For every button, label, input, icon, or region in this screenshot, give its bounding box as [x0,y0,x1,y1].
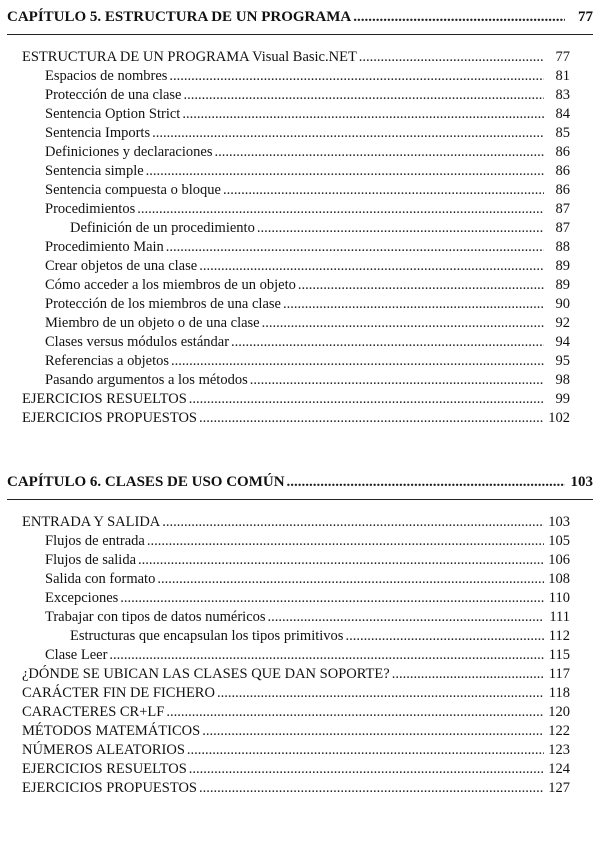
entry-page-number: 123 [548,742,570,758]
entry-title: Clases versus módulos estándar [45,334,230,350]
toc-entry [22,723,570,740]
entry-page-number: 110 [548,590,570,606]
entry-title: Procedimiento Main [45,239,164,255]
toc-entry [45,87,570,104]
toc-entry [45,315,570,332]
toc-entry [45,144,570,161]
entry-title: Flujos de salida [45,552,137,568]
entry-page-number: 99 [555,391,570,407]
dot-leader [189,391,544,408]
toc-entry [45,647,570,664]
entry-title: Pasando argumentos a los métodos [45,372,248,388]
toc-entry [45,201,570,218]
dot-leader [202,723,544,740]
toc-entry [45,258,570,275]
entry-page-number: 92 [555,315,570,331]
entry-page-number: 127 [548,780,570,796]
toc-entry [45,571,570,588]
dot-leader [166,704,544,721]
dot-leader [223,182,544,199]
toc-entry [22,761,570,778]
toc-entry [22,685,570,702]
dot-leader [109,647,544,664]
entry-page-number: 84 [555,106,570,122]
toc-entry [45,68,570,85]
toc-entry [45,106,570,123]
entry-title: Protección de los miembros de una clase [45,296,281,312]
dot-leader [268,609,544,626]
toc-entry [45,239,570,256]
dot-leader [169,68,544,85]
dot-leader [147,533,544,550]
toc-entry [22,49,570,66]
entry-page-number: 77 [555,49,570,65]
toc-entry [45,590,570,607]
dot-leader [250,372,544,389]
dot-leader [162,514,544,531]
entry-page-number: 111 [549,609,570,625]
toc-entry [22,391,570,408]
dot-leader [359,49,544,66]
entry-title: Definiciones y declaraciones [45,144,213,160]
entry-page-number: 124 [548,761,570,777]
dot-leader [199,258,544,275]
chapter-title: CAPÍTULO 5. ESTRUCTURA DE UN PROGRAMA [7,9,352,25]
entry-title: Cómo acceder a los miembros de un objeto [45,277,296,293]
dot-leader [283,296,544,313]
entry-page-number: 88 [555,239,570,255]
toc-entry [45,182,570,199]
toc-entry [22,666,570,683]
entry-title: Estructuras que encapsulan los tipos primitivos [70,628,344,644]
dot-leader [217,685,544,702]
entry-page-number: 89 [555,258,570,274]
dot-leader [189,761,544,778]
entry-page-number: 85 [555,125,570,141]
dot-leader [137,201,544,218]
dot-leader [298,277,544,294]
dot-leader [157,571,544,588]
dot-leader [152,125,544,142]
chapter-title: CAPÍTULO 6. CLASES DE USO COMÚN [7,474,285,490]
entry-title: CARÁCTER FIN DE FICHERO [22,685,215,701]
entry-title: Excepciones [45,590,119,606]
dot-leader [171,353,544,370]
entry-title: EJERCICIOS RESUELTOS [22,391,187,407]
entry-title: MÉTODOS MATEMÁTICOS [22,723,201,739]
toc-entry [45,296,570,313]
dot-leader [146,163,544,180]
entry-title: Flujos de entrada [45,533,145,549]
entry-page-number: 86 [555,182,570,198]
entry-title: Salida con formato [45,571,156,587]
toc-entry [45,163,570,180]
entry-title: Definición de un procedimiento [70,220,255,236]
dot-leader [231,334,544,351]
entry-title: ENTRADA Y SALIDA [22,514,161,530]
toc-entry [22,410,570,427]
dot-leader [214,144,544,161]
entry-page-number: 89 [555,277,570,293]
entry-page-number: 105 [548,533,570,549]
toc-entry [45,277,570,294]
entry-page-number: 102 [548,410,570,426]
entry-page-number: 81 [555,68,570,84]
entry-page-number: 108 [548,571,570,587]
toc-entry [45,372,570,389]
chapter-page-number: 77 [578,9,593,25]
dot-leader [182,106,544,123]
entry-title: ESTRUCTURA DE UN PROGRAMA Visual Basic.NET [22,49,357,65]
toc-entry [45,609,570,626]
entry-page-number: 103 [548,514,570,530]
chapter-heading [7,9,593,26]
toc-entry [45,353,570,370]
entry-title: Procedimientos [45,201,136,217]
entry-title: EJERCICIOS RESUELTOS [22,761,187,777]
dot-leader [183,87,544,104]
entry-title: Sentencia compuesta o bloque [45,182,221,198]
dot-leader [199,780,544,797]
entry-title: Referencias a objetos [45,353,170,369]
entry-page-number: 120 [548,704,570,720]
dot-leader [120,590,544,607]
entry-page-number: 122 [548,723,570,739]
toc-entry [22,704,570,721]
toc-entry [22,780,570,797]
entry-page-number: 86 [555,144,570,160]
entry-title: EJERCICIOS PROPUESTOS [22,410,197,426]
entry-title: Trabajar con tipos de datos numéricos [45,609,266,625]
entry-page-number: 95 [555,353,570,369]
toc-entry [70,220,570,237]
entry-title: Miembro de un objeto o de una clase [45,315,260,331]
entry-page-number: 106 [548,552,570,568]
entry-title: Crear objetos de una clase [45,258,198,274]
toc-entry [22,742,570,759]
entry-title: EJERCICIOS PROPUESTOS [22,780,197,796]
entry-page-number: 115 [548,647,570,663]
chapter-rule [7,34,593,35]
toc-entry [45,334,570,351]
entry-page-number: 98 [555,372,570,388]
entry-title: ¿DÓNDE SE UBICAN LAS CLASES QUE DAN SOPORTE? [22,666,390,682]
dot-leader [353,9,565,26]
entry-title: Espacios de nombres [45,68,168,84]
toc-entry [45,533,570,550]
entry-page-number: 118 [548,685,570,701]
entry-page-number: 87 [555,220,570,236]
toc-entry [22,514,570,531]
dot-leader [257,220,544,237]
toc-entry [70,628,570,645]
entry-title: Protección de una clase [45,87,182,103]
entry-page-number: 94 [555,334,570,350]
dot-leader [199,410,544,427]
entry-title: Sentencia simple [45,163,144,179]
chapter-heading [7,474,593,491]
chapter-page-number: 103 [570,474,593,490]
dot-leader [166,239,544,256]
entry-page-number: 83 [555,87,570,103]
dot-leader [262,315,544,332]
entry-page-number: 87 [555,201,570,217]
dot-leader [138,552,544,569]
entry-page-number: 90 [555,296,570,312]
entry-title: Sentencia Imports [45,125,151,141]
entry-title: Sentencia Option Strict [45,106,181,122]
toc-entry [45,125,570,142]
toc-entry [45,552,570,569]
dot-leader [287,474,565,491]
entry-page-number: 86 [555,163,570,179]
entry-page-number: 112 [548,628,570,644]
dot-leader [345,628,544,645]
dot-leader [187,742,544,759]
entry-title: CARACTERES CR+LF [22,704,165,720]
dot-leader [392,666,544,683]
entry-title: Clase Leer [45,647,108,663]
chapter-rule [7,499,593,500]
entry-title: NÚMEROS ALEATORIOS [22,742,185,758]
entry-page-number: 117 [548,666,570,682]
